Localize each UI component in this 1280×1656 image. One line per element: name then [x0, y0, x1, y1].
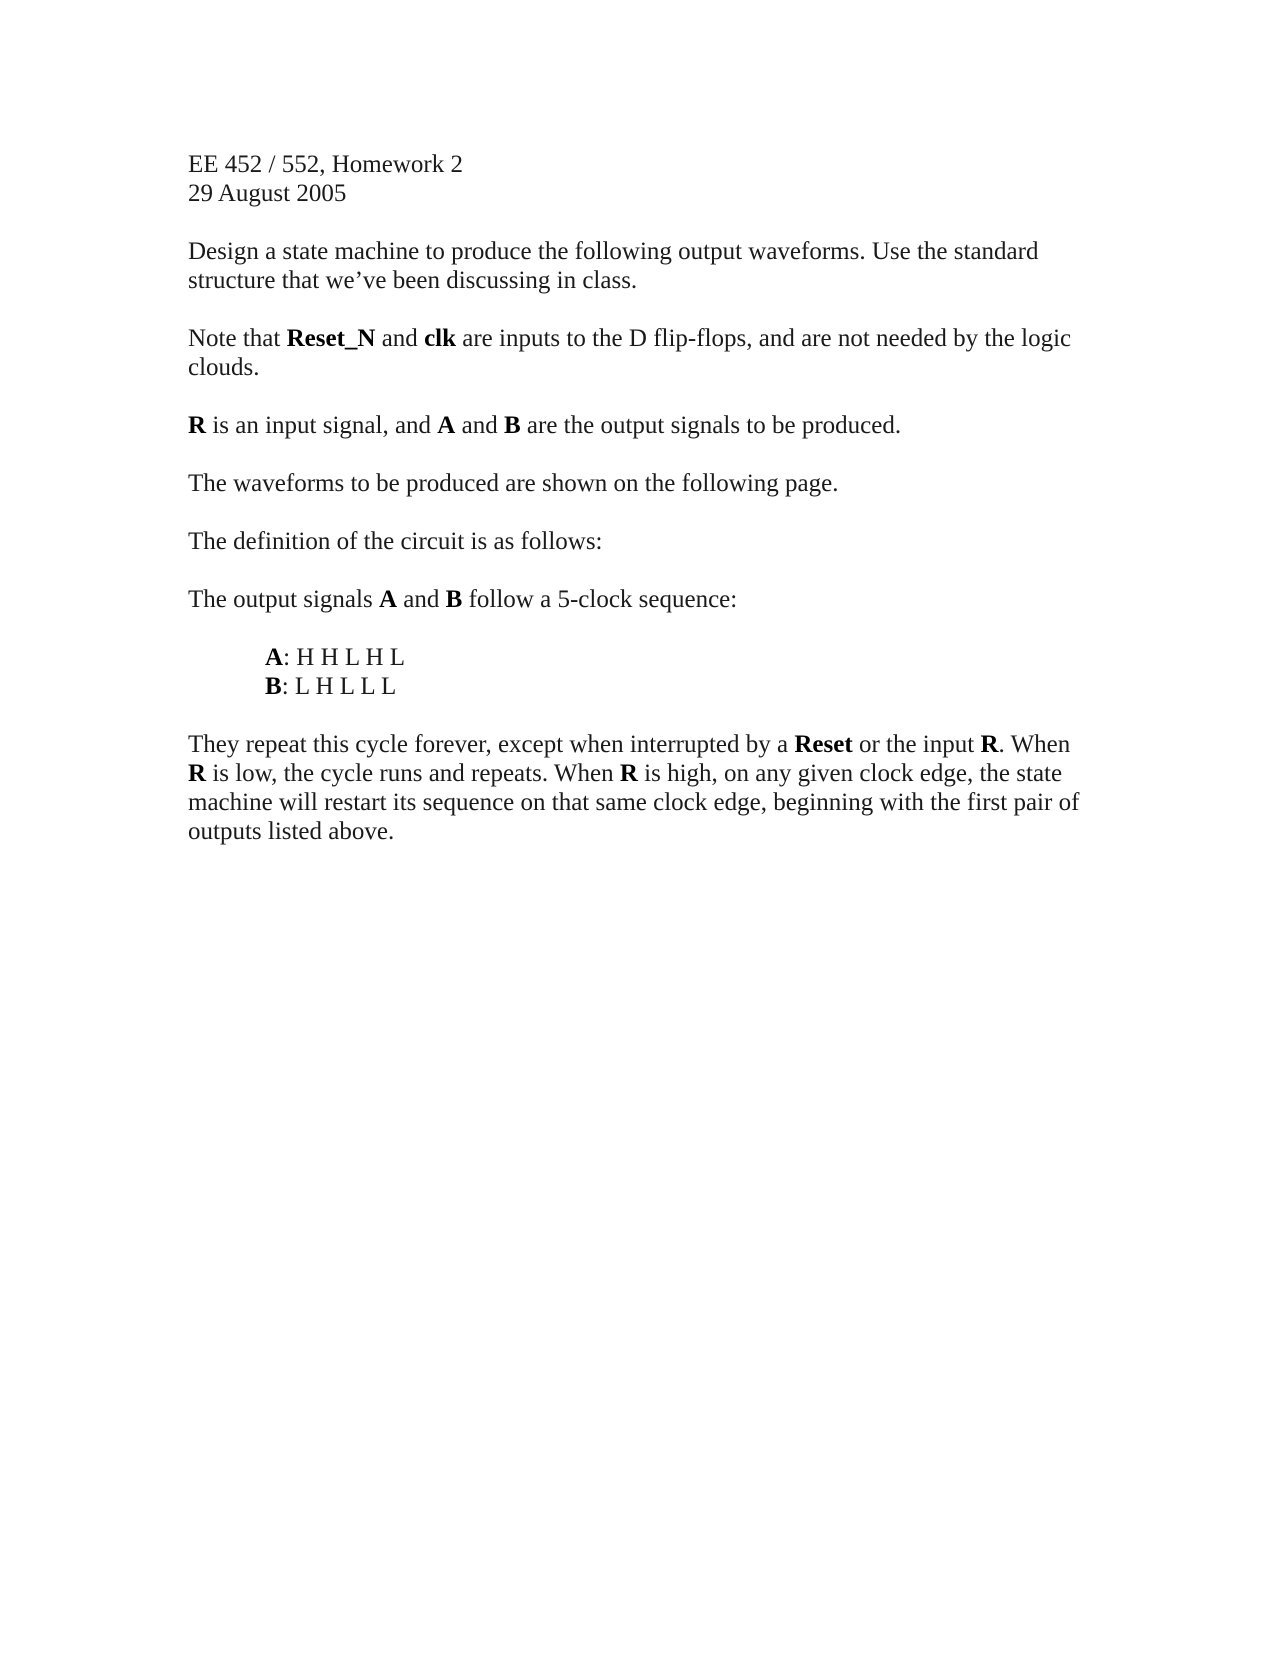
document-header	[188, 150, 1108, 208]
sequence-intro-paragraph	[188, 585, 1108, 614]
a-term: A	[378, 586, 398, 613]
note-rest: are inputs to the D flip-flops, and are not needed by the logic	[456, 325, 1072, 352]
sequence-b-values: : L H L L L	[281, 673, 397, 700]
sequence-table	[188, 643, 1108, 701]
note-line-1	[188, 324, 1108, 353]
repeat-line-4: outputs listed above.	[188, 818, 395, 845]
sequence-b-label: B	[265, 673, 282, 700]
repeat-text-3: . When	[998, 731, 1071, 758]
waveforms-line: The waveforms to be produced are shown on the following page.	[188, 470, 839, 497]
document-date: 29 August 2005	[188, 180, 347, 207]
signals-text-1: is an input signal, and	[206, 412, 438, 439]
sequence-a-label: A	[265, 644, 284, 671]
b-term: B	[445, 586, 463, 613]
course-title: EE 452 / 552, Homework 2	[188, 151, 463, 178]
signals-and: and	[455, 412, 504, 439]
r-term: R	[980, 731, 999, 758]
repeat-text-1: They repeat this cycle forever, except when interrupted by a	[188, 731, 795, 758]
r-term: R	[619, 760, 638, 787]
a-term: A	[437, 412, 456, 439]
reset-n-term: Reset_N	[286, 325, 376, 352]
sequence-b-row	[265, 672, 1108, 701]
note-prefix: Note that	[188, 325, 287, 352]
repeat-text-5: is high, on any given clock edge, the state	[637, 760, 1063, 787]
reset-term: Reset	[794, 731, 853, 758]
repeat-line-1	[188, 730, 1108, 759]
intro-line-1: Design a state machine to produce the following output waveforms. Use the standard	[188, 238, 1039, 265]
definition-line: The definition of the circuit is as follows:	[188, 528, 603, 555]
signals-paragraph	[188, 411, 1108, 440]
signals-line	[188, 411, 1108, 440]
repeat-paragraph	[188, 730, 1108, 846]
clk-term: clk	[424, 325, 457, 352]
note-and: and	[375, 325, 425, 352]
sequence-a-values: : H H L H L	[283, 644, 406, 671]
sequence-a-row	[265, 643, 1108, 672]
sequence-intro-and: and	[397, 586, 446, 613]
repeat-text-2: or the input	[852, 731, 981, 758]
b-term: B	[503, 412, 521, 439]
repeat-line-2	[188, 759, 1108, 788]
r-term: R	[188, 760, 207, 787]
waveforms-paragraph	[188, 469, 1108, 498]
repeat-line-3: machine will restart its sequence on that same clock edge, beginning with the first pair of	[188, 789, 1080, 816]
r-term: R	[188, 412, 207, 439]
definition-paragraph	[188, 527, 1108, 556]
document-page	[188, 150, 1108, 846]
intro-line-2: structure that we’ve been discussing in class.	[188, 267, 638, 294]
sequence-intro-line	[188, 585, 1108, 614]
note-line-2: clouds.	[188, 354, 260, 381]
note-paragraph	[188, 324, 1108, 382]
repeat-text-4: is low, the cycle runs and repeats. When	[206, 760, 620, 787]
signals-text-2: are the output signals to be produced.	[520, 412, 902, 439]
sequence-intro-text-2: follow a 5-clock sequence:	[462, 586, 738, 613]
intro-paragraph	[188, 237, 1108, 295]
sequence-intro-text-1: The output signals	[188, 586, 379, 613]
